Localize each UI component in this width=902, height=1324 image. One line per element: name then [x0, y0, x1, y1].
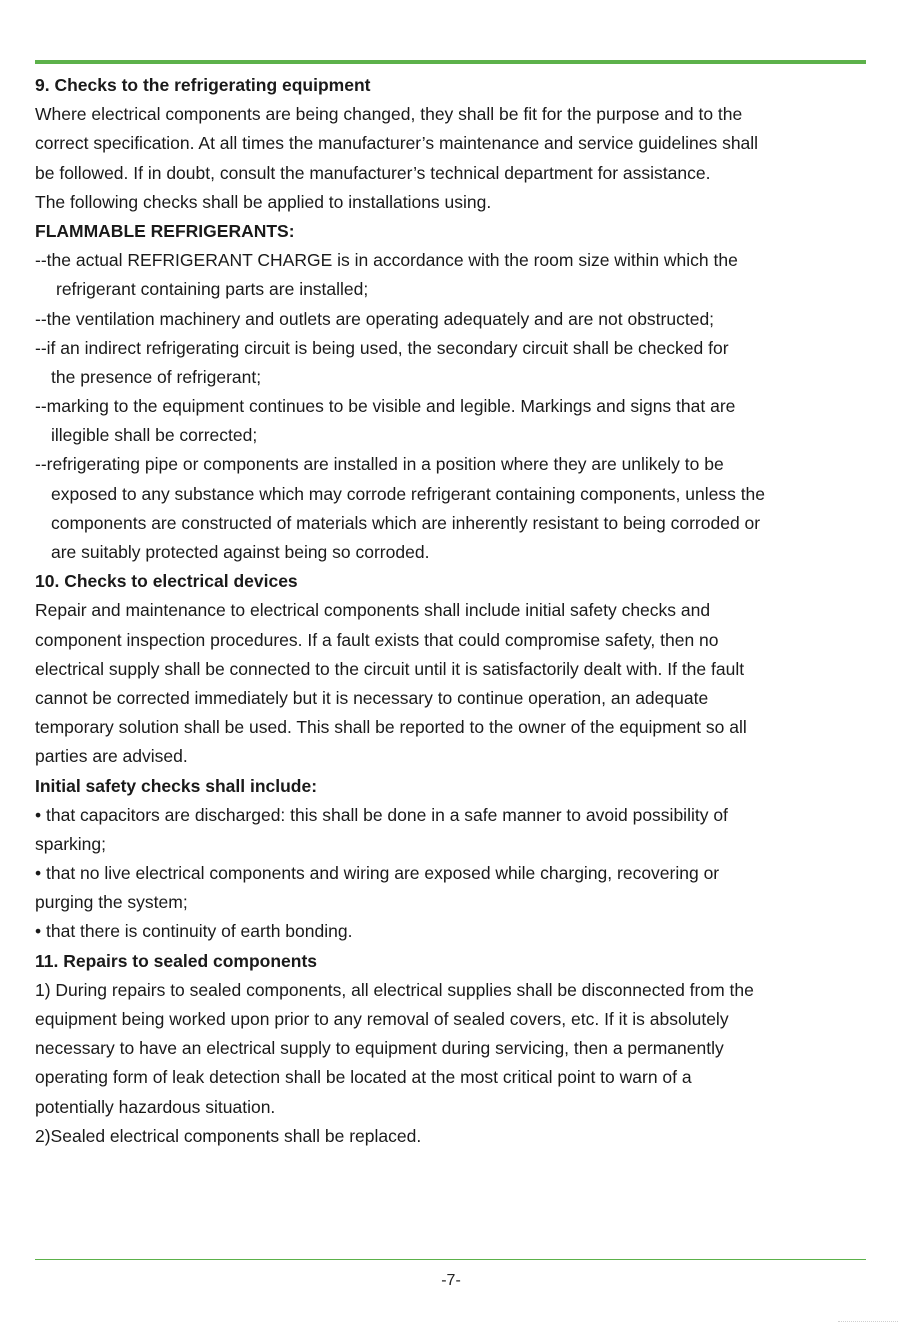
check-item-line: --the actual REFRIGERANT CHARGE is in accordance with the room size within which the: [35, 250, 738, 271]
page-number: -7-: [441, 1272, 461, 1289]
section-11-paragraph-line: equipment being worked upon prior to any removal of sealed covers, etc. If it is absolutely: [35, 1009, 729, 1029]
safety-check-bullet: • that no live electrical components and wiring are exposed while charging, recovering or: [35, 863, 720, 884]
check-item-line: --refrigerating pipe or components are installed in a position where they are unlikely to be: [35, 454, 724, 475]
check-item-continuation: refrigerant containing parts are installed;: [56, 279, 369, 300]
check-item-continuation: the presence of refrigerant;: [51, 366, 262, 387]
flammable-refrigerants-subheading: FLAMMABLE REFRIGERANTS:: [35, 220, 295, 241]
section-10-paragraph-line: electrical supply shall be connected to the circuit until it is satisfactorily dealt with. If the fault: [35, 658, 745, 679]
section-10-paragraph-line: temporary solution shall be used. This shall be reported to the owner of the equipment so all: [35, 717, 747, 738]
initial-safety-checks-subheading: Initial safety checks shall include:: [35, 775, 318, 796]
safety-check-bullet: • that there is continuity of earth bonding.: [35, 921, 353, 942]
check-item-continuation: components are constructed of materials which are inherently resistant to being corroded or: [51, 512, 761, 533]
bottom-divider: [35, 1259, 866, 1260]
manual-page-content: [35, 71, 871, 1151]
check-item-continuation: are suitably protected against being so corroded.: [51, 542, 430, 562]
check-item-line: --if an indirect refrigerating circuit is being used, the secondary circuit shall be checked for: [35, 337, 729, 358]
section-9-paragraph-line: The following checks shall be applied to installations using.: [35, 191, 492, 212]
safety-check-continuation: sparking;: [35, 833, 107, 854]
section-11-paragraph-line: operating form of leak detection shall be located at the most critical point to warn of a: [35, 1067, 692, 1088]
check-item-line: --marking to the equipment continues to be visible and legible. Markings and signs that are: [35, 396, 736, 417]
section-11-paragraph-line: potentially hazardous situation.: [35, 1096, 276, 1117]
section-9-paragraph-line: Where electrical components are being changed, they shall be fit for the purpose and to the: [35, 104, 743, 125]
section-9-paragraph-line: be followed. If in doubt, consult the manufacturer’s technical department for assistance.: [35, 162, 711, 183]
safety-check-bullet: • that capacitors are discharged: this shall be done in a safe manner to avoid possibility of: [35, 804, 728, 825]
check-item-line: --the ventilation machinery and outlets are operating adequately and are not obstructed;: [35, 308, 715, 329]
section-11-paragraph-line: necessary to have an electrical supply to equipment during servicing, then a permanently: [35, 1038, 724, 1059]
section-11-paragraph-line: 2)Sealed electrical components shall be replaced.: [35, 1125, 422, 1146]
top-divider: [35, 60, 866, 64]
corner-decoration: [838, 1317, 898, 1322]
safety-check-continuation: purging the system;: [35, 892, 188, 913]
section-11-paragraph-line: 1) During repairs to sealed components, all electrical supplies shall be disconnected from the: [35, 979, 754, 1000]
section-9-paragraph-line: correct specification. At all times the manufacturer’s maintenance and service guidelines shall: [35, 133, 759, 154]
section-10-paragraph-line: cannot be corrected immediately but it is necessary to continue operation, an adequate: [35, 687, 709, 708]
check-item-continuation: illegible shall be corrected;: [51, 425, 258, 446]
check-item-continuation: exposed to any substance which may corrode refrigerant containing components, unless the: [51, 483, 766, 504]
section-10-paragraph-line: Repair and maintenance to electrical components shall include initial safety checks and: [35, 600, 711, 621]
section-9-heading: 9. Checks to the refrigerating equipment: [35, 75, 371, 95]
section-11-heading: 11. Repairs to sealed components: [35, 950, 318, 971]
section-10-heading: 10. Checks to electrical devices: [35, 571, 298, 592]
section-10-paragraph-line: parties are advised.: [35, 746, 188, 767]
section-10-paragraph-line: component inspection procedures. If a fault exists that could compromise safety, then no: [35, 629, 719, 650]
